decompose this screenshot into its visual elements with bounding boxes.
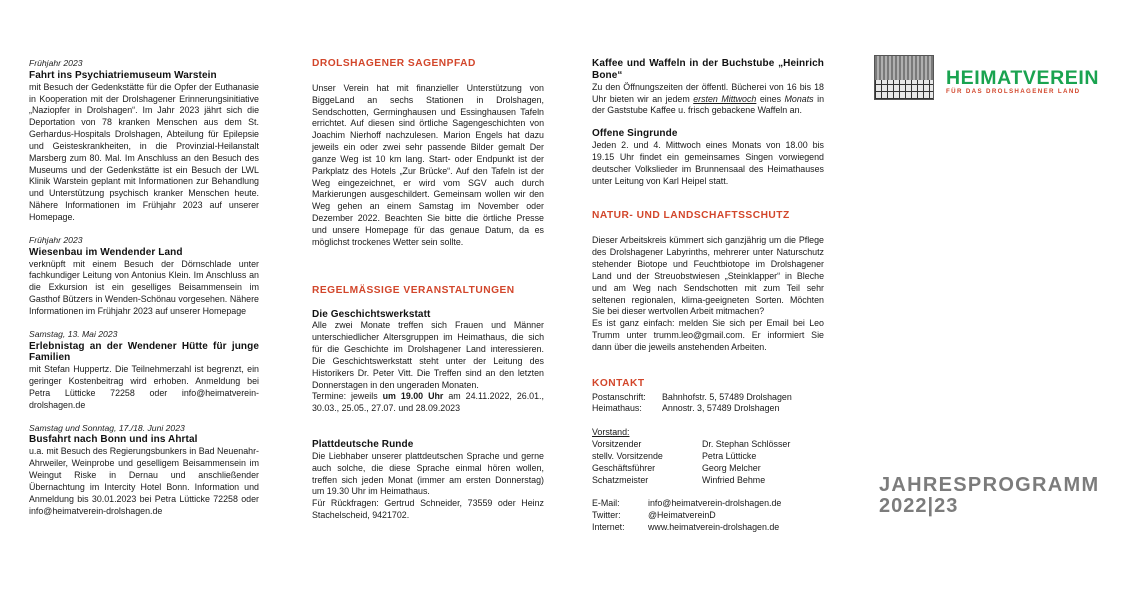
singrunde (592, 128, 824, 187)
werkstatt-text: Alle zwei Monate treffen sich Frauen und Männer unterschiedlicher Altersgruppen im Heimathaus, die sich für die Geschichte im Drolshagener Land interessieren. Die Geschichtswerkstatt steht unter der Leitung des Historikers Dr. Peter Vitt. Die Treffen sind an den letzten Donnerstagen in den ungeraden Monaten. (312, 320, 544, 390)
event-date: Samstag und Sonntag, 17./18. Juni 2023 (29, 422, 185, 433)
event-busfahrt (29, 423, 259, 518)
vorstand-row (592, 475, 824, 487)
role: Vorsitzender (592, 439, 642, 450)
email-label: E-Mail: (592, 498, 620, 509)
role: stellv. Vorsitzende (592, 450, 663, 461)
address-label: Postanschrift: (592, 391, 646, 402)
address-label: Heimathaus: (592, 403, 642, 414)
singrunde-title: Offene Singrunde (592, 128, 678, 140)
person: Winfried Behme (702, 474, 766, 485)
address-value: Annostr. 3, 57489 Drolshagen (662, 403, 780, 414)
online-row (592, 498, 824, 510)
kaffee-italic: Monats (784, 93, 814, 104)
internet-label: Internet: (592, 522, 625, 533)
event-wiesenbau (29, 235, 259, 318)
event-text: u.a. mit Besuch des Regierungsbunkers in Bad Neuenahr-Ahrweiler, Weinprobe und geselligem Beisammensein im Weingut Riske in Dernau und anschließender Übernachtung im Intercity Hotel Bonn. Information und Anmeldung bis 30.01.2023 bei Petra Lütticke 72258 oder info@heimatverein-drolshagen.de (29, 446, 259, 516)
column-more-contact (592, 58, 824, 534)
platt-text: Die Liebhaber unserer plattdeutschen Sprache und gerne auch solche, die diese Sprache einmal hören wollen, treffen sich jeden Monat (immer am ersten Donnerstag) um 19.30 Uhr im Heimathaus. (312, 450, 544, 497)
kaffee-text-c: in der Gaststube Kaffee u. frisch gebackene Waffeln an. (592, 93, 824, 116)
email-link[interactable]: info@heimatverein-drolshagen.de (648, 498, 782, 509)
person: Georg Melcher (702, 462, 761, 473)
werkstatt-termine (312, 391, 544, 415)
vorstand (592, 427, 824, 486)
brand (946, 68, 1099, 96)
title-line-2: 2022|23 (879, 494, 959, 517)
address-row (592, 403, 824, 415)
event-title: Erlebnistag an der Wendener Hütte für junge Familien (29, 340, 259, 364)
column-sagenpfad-regular (312, 58, 544, 533)
event-text: verknüpft mit einem Besuch der Dörnschlade unter fachkundiger Leitung von Antonius Klein. Im Anschluss an die Exkursion ist ein geselliges Beisammensein im Gasthof Bützers in Wenden-Schönau vorgesehen. Nähere Informationen im Frühjahr 2023 auf unserer Homepage (29, 258, 259, 316)
cover-title (879, 474, 1100, 517)
termine-prefix: Termine: jeweils (312, 391, 383, 402)
address-row (592, 392, 824, 404)
twitter-label: Twitter: (592, 510, 621, 521)
online-contacts (592, 498, 824, 534)
addresses (592, 392, 824, 416)
roof-shape (875, 56, 933, 80)
kaffee-text-b: eines (756, 93, 785, 104)
vorstand-row (592, 451, 824, 463)
role: Schatzmeister (592, 474, 649, 485)
person: Petra Lütticke (702, 450, 757, 461)
kaffee-waffeln (592, 58, 824, 117)
address-value: Bahnhofstr. 5, 57489 Drolshagen (662, 391, 792, 402)
natur-text: Dieser Arbeitskreis kümmert sich ganzjährig um die Pflege des Drolshagener Labyrinths, mehrerer unter Naturschutz stehender Biotope und Feuchtbiotope im Drolshagener Land und der Streuobstwiesen „Steinklapper“ in Bleche und am Weg nach Sendschotten mit zum Teil sehr seltenen regionalen, klima-geeigneten Sorten. Möchten Sie bei dieser wertvollen Arbeit mitmachen? (592, 235, 824, 317)
event-date: Samstag, 13. Mai 2023 (29, 328, 118, 339)
section-heading-sagenpfad: DROLSHAGENER SAGENPFAD (312, 58, 476, 69)
brand-name: HEIMATVEREIN (946, 66, 1100, 89)
sagenpfad-text: Unser Verein hat mit finanzieller Unterstützung von BiggeLand an sechs Stationen in Drolshagen, Sendschotten, Germinghausen und Essinghausen Tafeln errichtet. Auf diesen sind örtliche Sagengeschichten von Joachim Nierhoff nachzulesen. Marion Engels hat dazu jeweils ein oder zwei sehr passende Bilder gemalt Der ganze Weg ist 10 km lang. Start- oder Endpunkt ist der Parkplatz des Hotels „Zur Brücke“. Auf den Tafeln ist der Weg eingezeichnet, er wird vom SGV auch durch Markierungen ausgeschildert. Gemeinsam wollen wir den Weg gehen an einem Samstag im November oder Dezember 2022. Beachten Sie bitte die örtliche Presse und unsere Homepage für das genaue Datum, da es möglichst trockenes Wetter sein sollte. (312, 82, 544, 247)
online-row (592, 510, 824, 522)
singrunde-text: Jeden 2. und 4. Mittwoch eines Monats von 18.00 bis 19.15 Uhr findet ein gemeinsames Singen vorwiegend deutscher Volkslieder im Brunnensaal des Heimathauses unter Leitung von Karl Heipel statt. (592, 140, 824, 186)
werkstatt-title: Die Geschichtswerkstatt (312, 308, 431, 320)
geschichtswerkstatt (312, 309, 544, 416)
kaffee-text (592, 82, 824, 118)
brand-subtitle: FÜR DAS DROLSHAGENER LAND (946, 87, 1081, 95)
twitter-link[interactable]: @HeimatvereinD (648, 510, 716, 521)
event-text: mit Besuch der Gedenkstätte für die Opfer der Euthanasie in Kooperation mit der Drolshagener Erinnerungsinitiative „Naziopfer in Drolshagen“. Im Jahr 2023 jährt sich die Deportation von 78 kranken Menschen aus dem St. Gerhardus-Hospitals Drolshagen, Abteilung für Epilepsie und Geisteskrankheiten, in die Provinzial-Heilanstalt Marsberg zum 80. Mal. Im Anschluss an den Besuch des Museums und der Gedenkstätte ist ein Besuch der LWL Klinik Warstein geplant mit Informationen zur Behandlung und Unterstützung psychisch kranker Menschen heute. Nähere Informationen im Frühjahr 2023 auf unserer Homepage. (29, 81, 259, 222)
event-title: Busfahrt nach Bonn und ins Ahrtal (29, 434, 198, 446)
platt-title: Plattdeutsche Runde (312, 439, 414, 451)
termine-time: um 19.00 Uhr (382, 391, 444, 402)
section-heading-kontakt: KONTAKT (592, 377, 645, 389)
termine-dates: am 24.11.2022, 26.01., 30.03., 25.05., 27.07. und 28.09.2023 (312, 391, 544, 414)
kaffee-text-a: Zu den Öffnungszeiten der öffentl. Bücherei von 16 bis 18 Uhr bieten wir an jedem (592, 81, 824, 104)
event-date: Frühjahr 2023 (29, 234, 83, 245)
platt-contact: Für Rückfragen: Gertrud Schneider, 73559 oder Heinz Stachelscheid, 9421702. (312, 498, 544, 521)
event-date: Frühjahr 2023 (29, 58, 83, 68)
event-text: mit Stefan Huppertz. Die Teilnehmerzahl ist begrenzt, ein geringer Kostenbeitrag wird erhoben. Anmeldung bei Petra Lütticke 72258 oder info@heimatverein-drolshagen.de (29, 364, 259, 410)
event-title: Wiesenbau im Wendender Land (29, 246, 183, 258)
event-warstein (29, 58, 259, 224)
title-line-1: JAHRESPROGRAMM (879, 474, 1100, 496)
online-row (592, 522, 824, 534)
cover-panel (874, 55, 1114, 545)
kaffee-emphasis: ersten Mittwoch (693, 93, 757, 104)
natur-text-2: Es ist ganz einfach: melden Sie sich per Email bei Leo Trumm unter trumm.leo@gmail.com. Er informiert Sie dann über die jeweils anstehenden Arbeiten. (592, 318, 824, 352)
plattdeutsche-runde (312, 439, 544, 522)
kaffee-title: Kaffee und Waffeln in der Buchstube „Heinrich Bone“ (592, 58, 824, 81)
role: Geschäftsführer (592, 462, 656, 473)
website-link[interactable]: www.heimatverein-drolshagen.de (648, 522, 780, 533)
vorstand-label: Vorstand: (592, 427, 630, 438)
vorstand-row (592, 439, 824, 451)
event-title: Fahrt ins Psychiatriemuseum Warstein (29, 69, 217, 81)
column-events (29, 58, 259, 528)
section-heading-natur: NATUR- UND LANDSCHAFTSSCHUTZ (592, 210, 790, 222)
person: Dr. Stephan Schlösser (702, 439, 791, 450)
vorstand-row (592, 463, 824, 475)
logo (874, 55, 1099, 100)
half-timbered-house-icon (874, 55, 934, 100)
wall-shape (875, 80, 933, 99)
event-erlebnistag (29, 329, 259, 412)
section-heading-regular: REGELMÄSSIGE VERANSTALTUNGEN (312, 284, 515, 296)
